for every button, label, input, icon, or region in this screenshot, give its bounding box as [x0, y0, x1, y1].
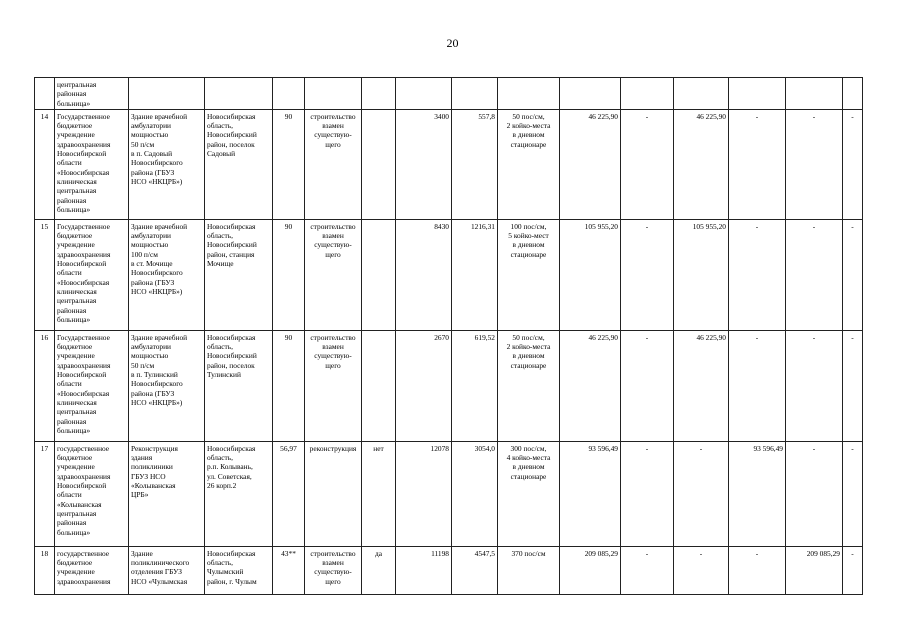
location-cell: Новосибирская область, Новосибирский район, поселок Садовый [207, 111, 257, 159]
value-cell: 93 596,49 [729, 441, 786, 546]
flag-cell [362, 109, 396, 219]
work-type-cell: реконструкция [309, 443, 357, 453]
value-cell: - [843, 546, 863, 594]
percent-cell: 56,97 [273, 441, 305, 546]
object-cell: Реконструкция здания поликлиники ГБУЗ НСО «Колыванская ЦРБ» [131, 443, 178, 500]
object-cell: Здание поликлинического отделения ГБУЗ НСО «Чулымская [131, 548, 190, 586]
area-cell: 12078 [396, 441, 452, 546]
value-cell: - [729, 109, 786, 219]
org-cell: государственное бюджетное учреждение здравоохранения Новосибирской области «Колыванская центральная районная больница» [57, 443, 111, 537]
value-cell: - [843, 109, 863, 219]
org-cell: Государственное бюджетное учреждение здравоохранения Новосибирской области «Новосибирская клиническая центральная районная больница» [57, 332, 111, 435]
total-cell: 105 955,20 [560, 219, 621, 330]
flag-cell: нет [362, 441, 396, 546]
value-cell: 209 085,29 [786, 546, 843, 594]
work-type-cell: строительство взамен существую- щего [310, 548, 356, 586]
value-cell: - [729, 546, 786, 594]
value-cell: - [674, 546, 729, 594]
area-cell: 2670 [396, 330, 452, 441]
value-cell: 46 225,90 [674, 109, 729, 219]
value-cell: - [621, 109, 674, 219]
row-number: 14 [35, 109, 55, 219]
value-cell: 46 225,90 [674, 330, 729, 441]
percent-cell: 90 [273, 330, 305, 441]
total-cell: 93 596,49 [560, 441, 621, 546]
work-type-cell: строительство взамен существую- щего [310, 332, 356, 370]
table-row [35, 546, 863, 594]
row-number: 16 [35, 330, 55, 441]
capacity-cell: 300 пос/см, 4 койко-места в дневном стационаре [506, 443, 551, 481]
percent-cell: 43** [273, 546, 305, 594]
volume-cell: 619,52 [452, 330, 498, 441]
location-cell: Новосибирская область, р.п. Колывань, ул. Советская, 26 корп.2 [207, 443, 256, 491]
volume-cell: 4547,5 [452, 546, 498, 594]
table-row [35, 441, 863, 546]
value-cell: - [843, 441, 863, 546]
value-cell: - [729, 330, 786, 441]
flag-cell [362, 219, 396, 330]
capacity-cell: 50 пос/см, 2 койко-места в дневном стационаре [506, 332, 551, 370]
work-type-cell: строительство взамен существую- щего [310, 221, 356, 259]
capacity-cell: 370 пос/см [511, 548, 546, 558]
org-cell: государственное бюджетное учреждение здравоохранения [57, 548, 111, 586]
table-row [35, 78, 863, 110]
org-cell: Государственное бюджетное учреждение здравоохранения Новосибирской области «Новосибирская клиническая центральная районная больница» [57, 111, 111, 214]
capacity-cell: 50 пос/см, 2 койко-места в дневном стационаре [506, 111, 551, 149]
value-cell: - [729, 219, 786, 330]
row-number: 17 [35, 441, 55, 546]
value-cell: - [674, 441, 729, 546]
work-type-cell: строительство взамен существую- щего [310, 111, 356, 149]
area-cell: 3400 [396, 109, 452, 219]
flag-cell [362, 330, 396, 441]
area-cell: 8430 [396, 219, 452, 330]
table-row [35, 109, 863, 219]
flag-cell: да [362, 546, 396, 594]
value-cell: - [786, 441, 843, 546]
value-cell: - [843, 330, 863, 441]
object-cell: Здание врачебной амбулатории мощностью 50 п/см в п. Садовый Новосибирского района (ГБУЗ НСО «НКЦРБ») [131, 111, 188, 186]
area-cell: 11198 [396, 546, 452, 594]
location-cell: Новосибирская область, Новосибирский район, поселок Тулинский [207, 332, 257, 380]
object-cell: Здание врачебной амбулатории мощностью 100 п/см в ст. Мочище Новосибирского района (ГБУЗ НСО «НКЦРБ») [131, 221, 188, 296]
value-cell: 105 955,20 [674, 219, 729, 330]
value-cell: - [843, 219, 863, 330]
org-cell: Государственное бюджетное учреждение здравоохранения Новосибирской области «Новосибирская клиническая центральная районная больница» [57, 221, 111, 324]
volume-cell: 557,8 [452, 109, 498, 219]
capacity-cell: 100 пос/см, 5 койко-мест в дневном стационаре [508, 221, 549, 259]
value-cell: - [621, 441, 674, 546]
volume-cell: 1216,31 [452, 219, 498, 330]
table-row [35, 330, 863, 441]
org-cell: центральная районная больница» [57, 80, 97, 108]
value-cell: - [621, 546, 674, 594]
page-number: 20 [446, 36, 459, 50]
volume-cell: 3054,0 [452, 441, 498, 546]
row-number: 18 [35, 546, 55, 594]
value-cell: - [786, 330, 843, 441]
value-cell: - [786, 109, 843, 219]
percent-cell: 90 [273, 109, 305, 219]
value-cell: - [621, 330, 674, 441]
total-cell: 46 225,90 [560, 109, 621, 219]
total-cell: 46 225,90 [560, 330, 621, 441]
object-cell: Здание врачебной амбулатории мощностью 50 п/см в п. Тулинский Новосибирского района (ГБУЗ НСО «НКЦРБ») [131, 332, 188, 407]
location-cell: Новосибирская область, Чулымский район, г. Чулым [207, 548, 257, 586]
document-table [34, 77, 863, 595]
percent-cell: 90 [273, 219, 305, 330]
row-number: 15 [35, 219, 55, 330]
location-cell: Новосибирская область, Новосибирский район, станция Мочище [207, 221, 257, 269]
value-cell: - [621, 219, 674, 330]
value-cell: - [786, 219, 843, 330]
total-cell: 209 085,29 [560, 546, 621, 594]
table-row [35, 219, 863, 330]
